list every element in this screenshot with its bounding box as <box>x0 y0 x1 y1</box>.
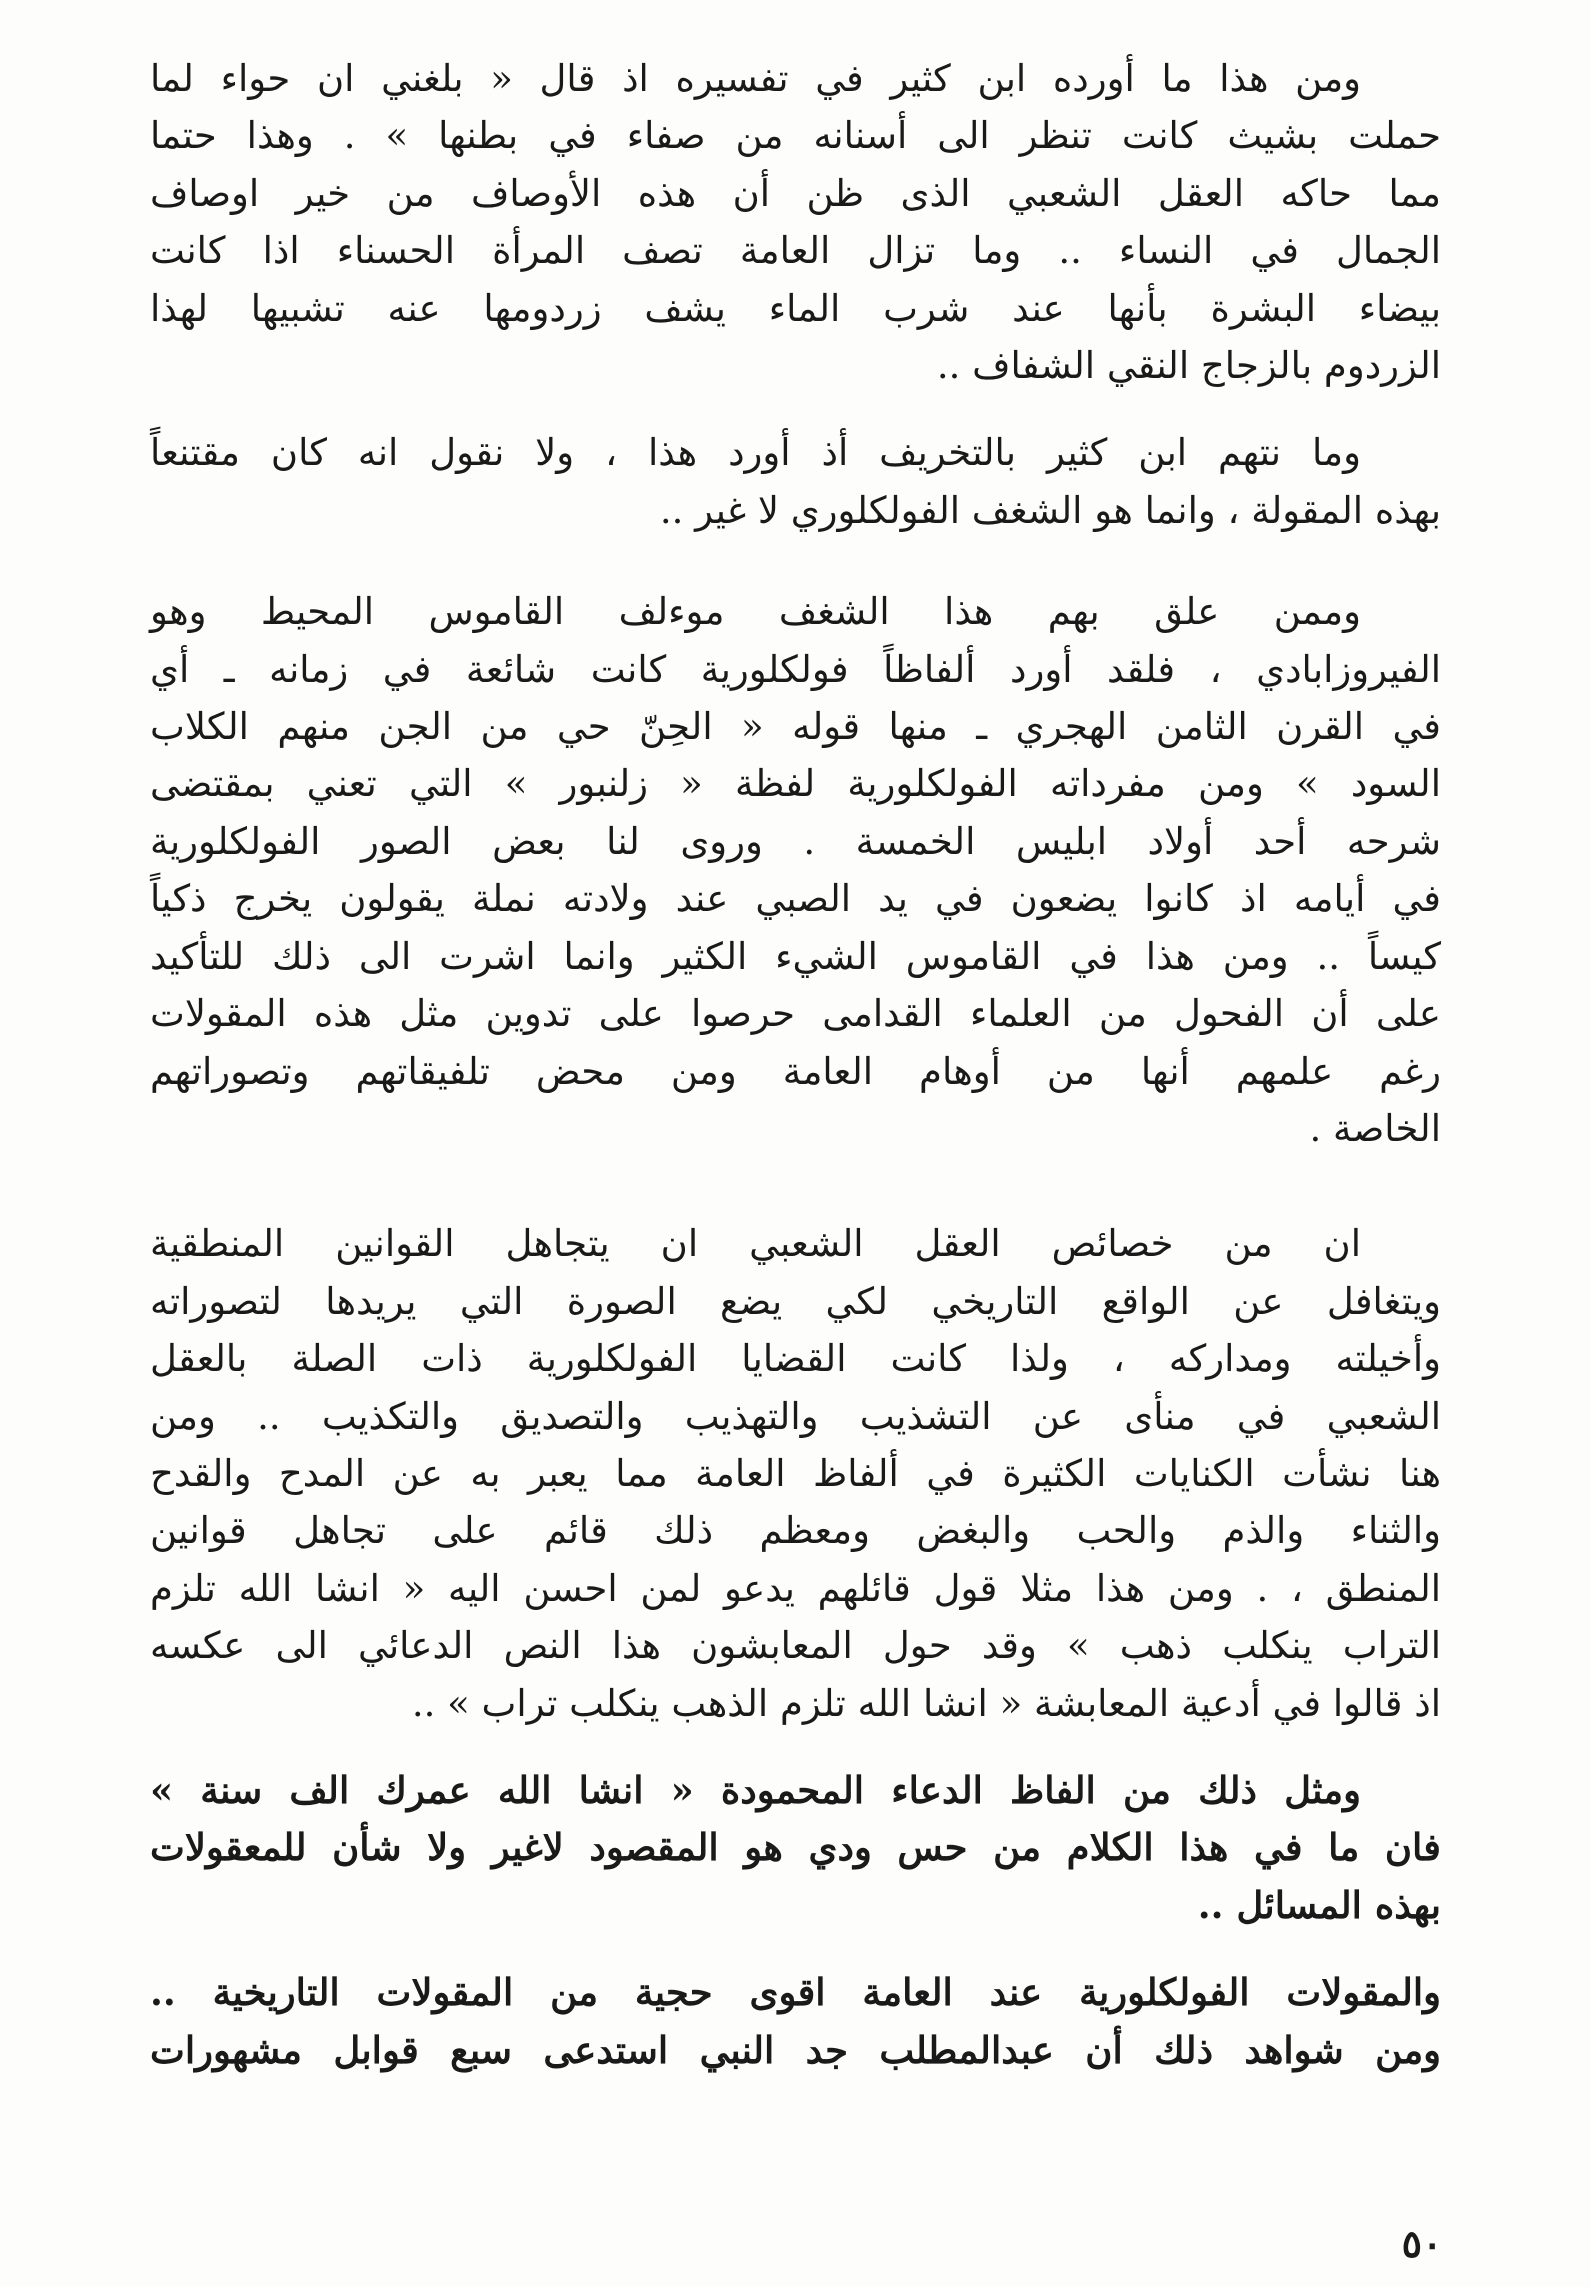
text-line: ومن هذا ما أورده ابن كثير في تفسيره اذ قال « بلغني ان حواء لما <box>150 57 1361 100</box>
text-line: في أيامه اذ كانوا يضعون في يد الصبي عند ولادته نملة يقولون يخرج ذكياً <box>150 877 1441 921</box>
paragraph-1 <box>150 50 1441 394</box>
text-line: وممن علق بهم هذا الشغف موءلف القاموس المحيط وهو <box>150 590 1361 634</box>
text-line: بيضاء البشرة بأنها عند شرب الماء يشف زردومها عنه تشبيها لهذا <box>150 286 1441 330</box>
paragraph-4 <box>150 1215 1441 1732</box>
text-line: المنطق ، . ومن هذا مثلا قول قائلهم يدعو لمن احسن اليه « انشا الله تلزم <box>150 1566 1441 1610</box>
text-line: والمقولات الفولكلورية عند العامة اقوى حجية من المقولات التاريخية .. <box>150 1970 1441 2015</box>
text-line: الجمال في النساء .. وما تزال العامة تصف المرأة الحسناء اذا كانت <box>150 229 1441 273</box>
text-line: مما حاكه العقل الشعبي الذى ظن أن هذه الأوصاف من خير اوصاف <box>150 171 1441 215</box>
text-line: بهذه المسائل .. <box>1197 1882 1441 1927</box>
body-text <box>150 50 1441 2079</box>
paragraph-5 <box>150 1762 1441 1934</box>
paragraph-gap <box>150 539 1441 583</box>
text-line: بهذه المقولة ، وانما هو الشغف الفولكلوري لا غير .. <box>659 488 1441 532</box>
text-line: الشعبي في منأى عن التشذيب والتهذيب والتصديق والتكذيب .. ومن <box>150 1394 1441 1438</box>
text-line: ومن شواهد ذلك أن عبدالمطلب جد النبي استدعى سبع قوابل مشهورات <box>150 2027 1442 2072</box>
text-line: والثناء والذم والحب والبغض ومعظم ذلك قائم على تجاهل قوانين <box>150 1509 1441 1553</box>
text-line: اذ قالوا في أدعية المعابشة « انشا الله تلزم الذهب ينكلب تراب » .. <box>411 1681 1441 1725</box>
text-line: وما نتهم ابن كثير بالتخريف أذ أورد هذا ، ولا نقول انه كان مقتنعاً <box>150 431 1361 475</box>
text-line: الخاصة . <box>1309 1106 1441 1150</box>
text-line: السود » ومن مفرداته الفولكلورية لفظة « زلنبور » التي تعني بمقتضى <box>150 762 1441 806</box>
text-line: رغم علمهم أنها من أوهام العامة ومن محض تلفيقاتهم وتصوراتهم <box>150 1049 1441 1093</box>
paragraph-2 <box>150 424 1441 539</box>
text-line: على أن الفحول من العلماء القدامى حرصوا على تدوين مثل هذه المقولات <box>150 992 1441 1036</box>
text-line: حملت بشيث كانت تنظر الى أسنانه من صفاء في بطنها » . وهذا حتما <box>150 114 1441 158</box>
text-line: ان من خصائص العقل الشعبي ان يتجاهل القوانين المنطقية <box>150 1222 1361 1266</box>
paragraph-gap <box>150 1157 1441 1215</box>
page-number: ٥٠ <box>1401 2221 1443 2266</box>
text-line: ويتغافل عن الواقع التاريخي لكي يضع الصورة التي يريدها لتصوراته <box>150 1279 1441 1323</box>
text-line: شرحه أحد أولاد ابليس الخمسة . وروى لنا بعض الصور الفولكلورية <box>150 819 1441 863</box>
paragraph-3 <box>150 583 1441 1157</box>
text-line: الفيروزابادي ، فلقد أورد ألفاظاً فولكلورية كانت شائعة في زمانه ـ أي <box>150 647 1441 691</box>
text-line: ومثل ذلك من الفاظ الدعاء المحمودة « انشا الله عمرك الف سنة » <box>150 1767 1361 1812</box>
paragraph-gap <box>150 394 1441 424</box>
text-line: التراب ينكلب ذهب » وقد حول المعابشون هذا النص الدعائي الى عكسه <box>150 1624 1441 1668</box>
paragraph-gap <box>150 1732 1441 1762</box>
text-line: هنا نشأت الكنايات الكثيرة في ألفاظ العامة مما يعبر به عن المدح والقدح <box>150 1451 1441 1495</box>
text-line: في القرن الثامن الهجري ـ منها قوله « الحِنّ حي من الجن منهم الكلاب <box>150 705 1441 749</box>
text-line: وأخيلته ومداركه ، ولذا كانت القضايا الفولكلورية ذات الصلة بالعقل <box>150 1337 1441 1381</box>
paragraph-6 <box>150 1964 1441 2079</box>
text-line: كيساً .. ومن هذا في القاموس الشيء الكثير وانما اشرت الى ذلك للتأكيد <box>150 934 1441 978</box>
text-line: الزردوم بالزجاج النقي الشفاف .. <box>936 344 1441 388</box>
paragraph-gap <box>150 1934 1441 1964</box>
text-line: فان ما في هذا الكلام من حس ودي هو المقصود لاغير ولا شأن للمعقولات <box>150 1825 1441 1870</box>
